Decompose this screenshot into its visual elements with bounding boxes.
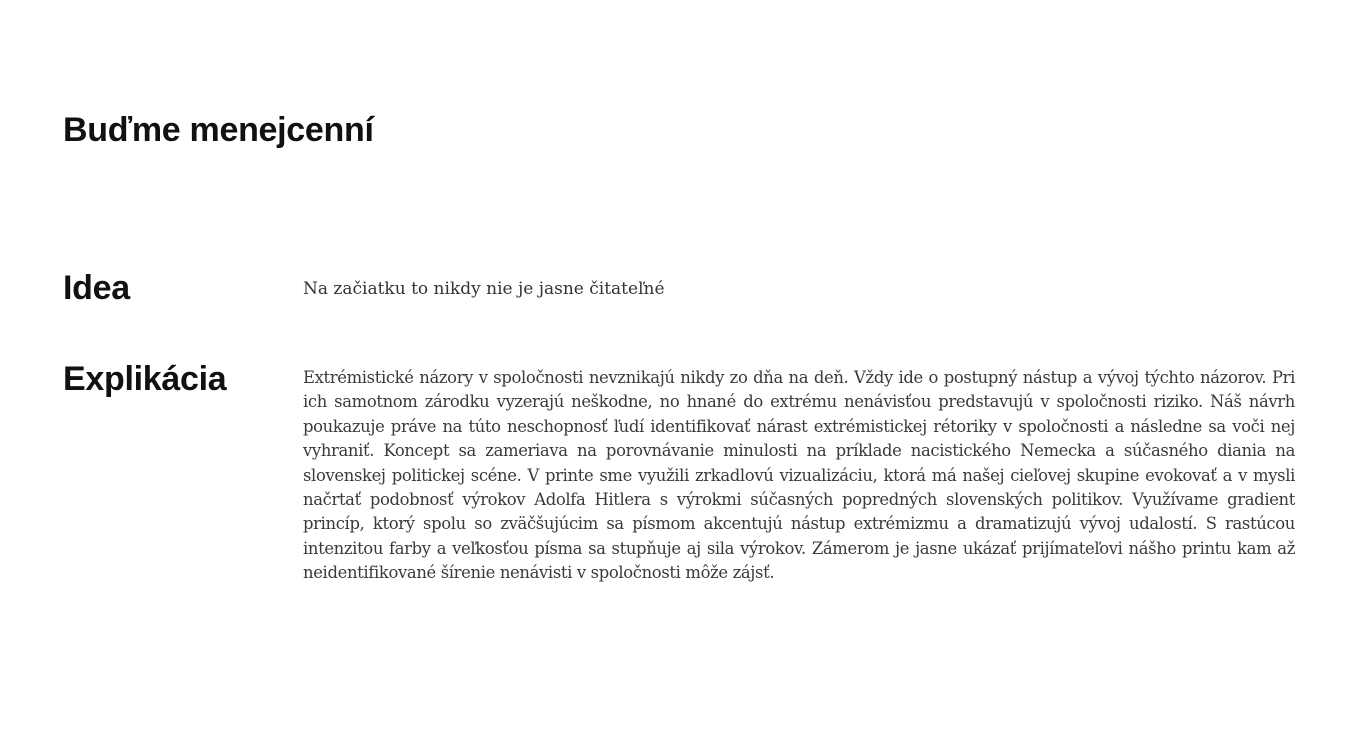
idea-heading: Idea xyxy=(63,269,130,307)
page-title: Buďme menejcenní xyxy=(63,111,374,149)
explikacia-heading: Explikácia xyxy=(63,360,227,398)
idea-text: Na začiatku to nikdy nie je jasne čitateľné xyxy=(303,279,665,299)
explikacia-text: Extrémistické názory v spoločnosti nevznikajú nikdy zo dňa na deň. Vždy ide o postupný nástup a vývoj týchto názorov. Pri ich samotnom zárodku vyzerajú neškodne, no hnané do extrému nenávisťou predstavujú v spoločnosti riziko. Náš návrh poukazuje práve na túto neschopnosť ľudí identifikovať nárast extrémistickej rétoriky v spoločnosti a následne sa voči nej vyhraniť. Koncept sa zameriava na porovnávanie minulosti na príklade nacistického Nemecka a súčasného diania na slovenskej politickej scéne. V printe sme využili zrkadlovú vizualizáciu, ktorá má našej cieľovej skupine evokovať a v mysli načrtať podobnosť výrokov Adolfa Hitlera s výrokmi súčasných popredných slovenských politikov. Využívame gradient princíp, ktorý spolu so zväčšujúcim sa písmom akcentujú nástup extrémizmu a dramatizujú vývoj udalostí. S rastúcou intenzitou farby a veľkosťou písma sa stupňuje aj sila výrokov. Zámerom je jasne ukázať prijímateľovi nášho printu kam až neidentifikované šírenie nenávisti v spoločnosti môže zájsť. xyxy=(303,368,1295,583)
